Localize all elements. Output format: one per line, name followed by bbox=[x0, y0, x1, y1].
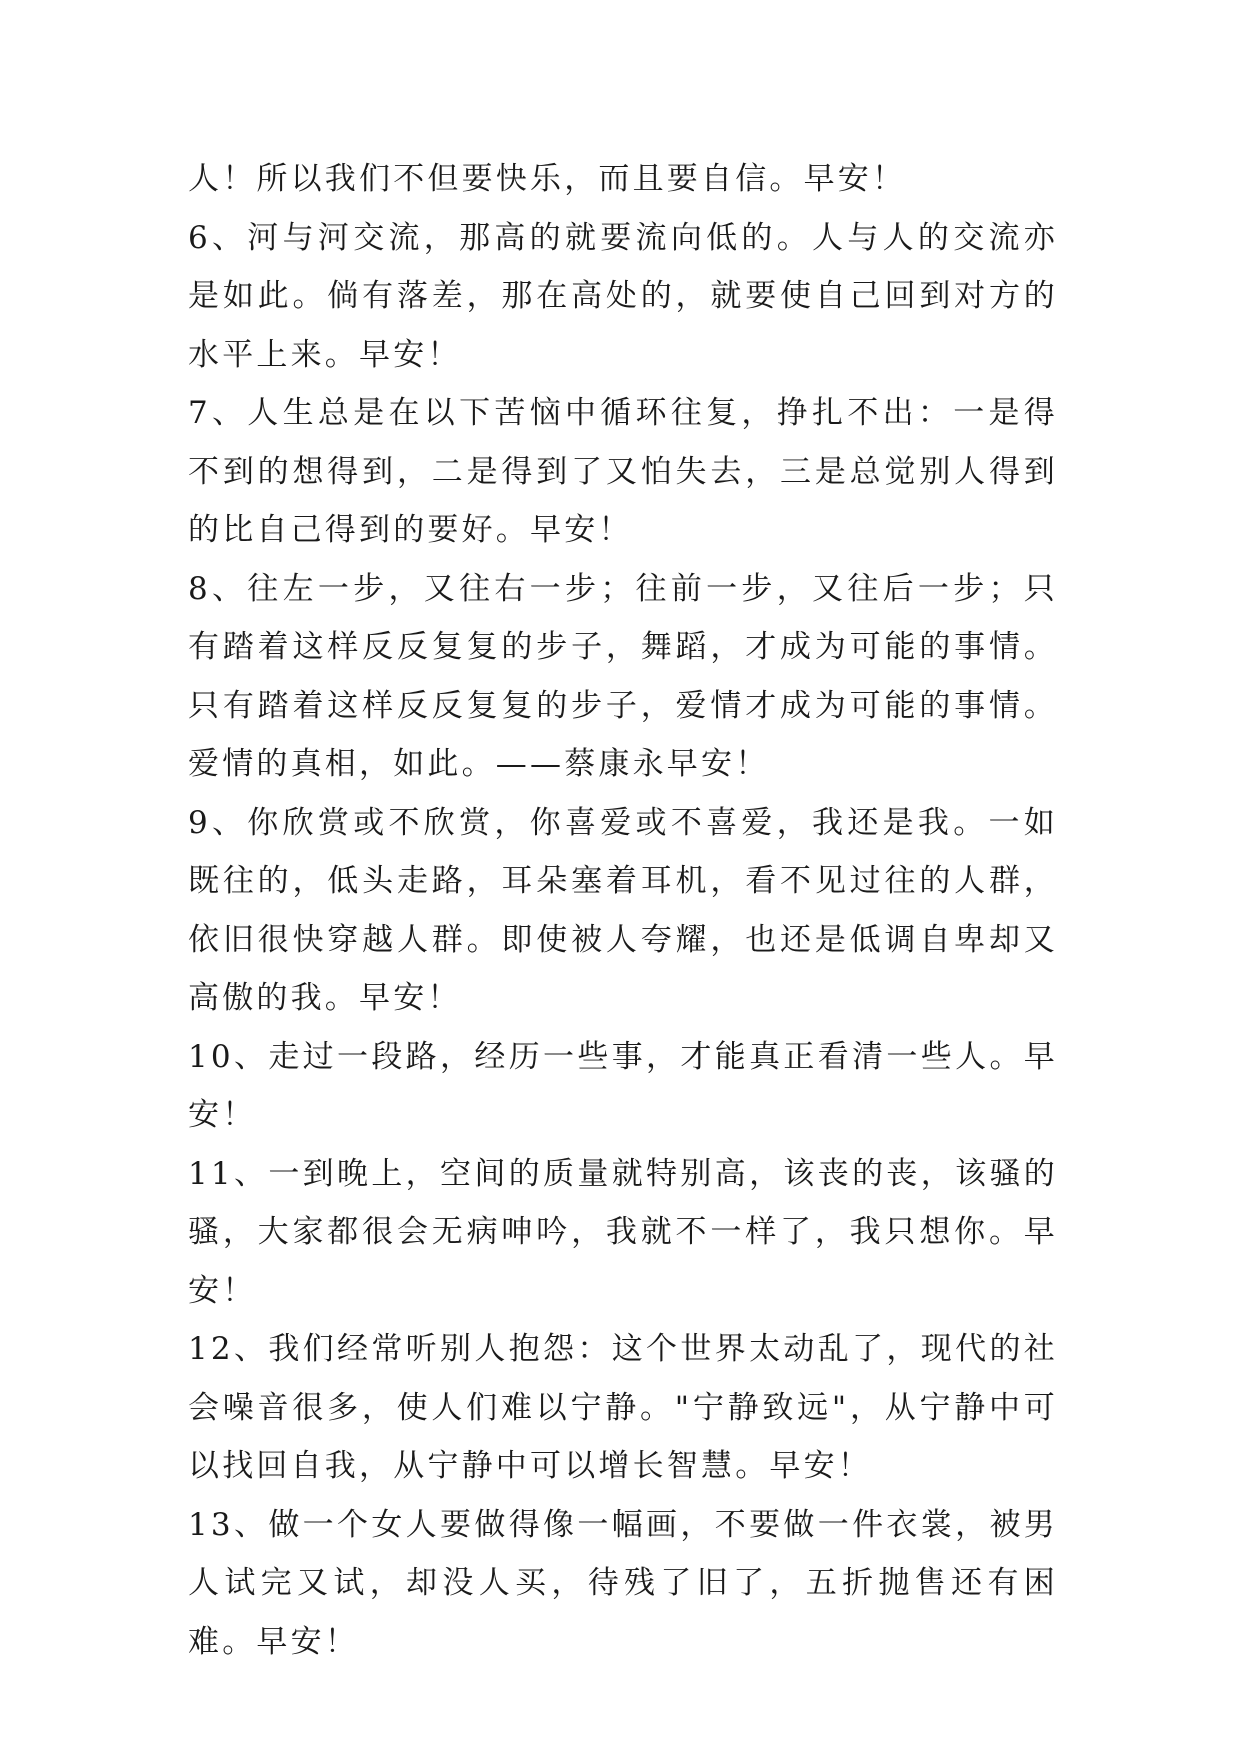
paragraph-12: 12、我们经常听别人抱怨：这个世界太动乱了，现代的社会噪音很多，使人们难以宁静。"宁静致远"，从宁静中可以找回自我，从宁静中可以增长智慧。早安！ bbox=[188, 1331, 1058, 1484]
paragraph-10: 10、走过一段路，经历一些事，才能真正看清一些人。早安！ bbox=[188, 1038, 1058, 1133]
paragraph-5-continuation: 人！所以我们不但要快乐，而且要自信。早安！ bbox=[188, 161, 907, 197]
paragraph-7: 7、人生总是在以下苦恼中循环往复，挣扎不出：一是得不到的想得到，二是得到了又怕失去，三是总觉别人得到的比自己得到的要好。早安！ bbox=[188, 395, 1058, 548]
paragraph-13: 13、做一个女人要做得像一幅画，不要做一件衣裳，被男人试完又试，却没人买，待残了旧了，五折抛售还有困难。早安！ bbox=[188, 1506, 1058, 1660]
paragraph-11: 11、一到晚上，空间的质量就特别高，该丧的丧，该骚的骚，大家都很会无病呻吟，我就不一样了，我只想你。早安！ bbox=[188, 1155, 1058, 1309]
document-body bbox=[188, 150, 1058, 1671]
paragraph-6: 6、河与河交流，那高的就要流向低的。人与人的交流亦是如此。倘有落差，那在高处的，就要使自己回到对方的水平上来。早安！ bbox=[188, 219, 1058, 373]
paragraph-9: 9、你欣赏或不欣赏，你喜爱或不喜爱，我还是我。一如既往的，低头走路，耳朵塞着耳机，看不见过往的人群，依旧很快穿越人群。即使被人夸耀，也还是低调自卑却又高傲的我。早安！ bbox=[188, 804, 1058, 1016]
paragraph-8: 8、往左一步，又往右一步；往前一步，又往后一步；只有踏着这样反反复复的步子，舞蹈，才成为可能的事情。只有踏着这样反反复复的步子，爱情才成为可能的事情。爱情的真相，如此。——蔡康永早安！ bbox=[188, 570, 1058, 782]
